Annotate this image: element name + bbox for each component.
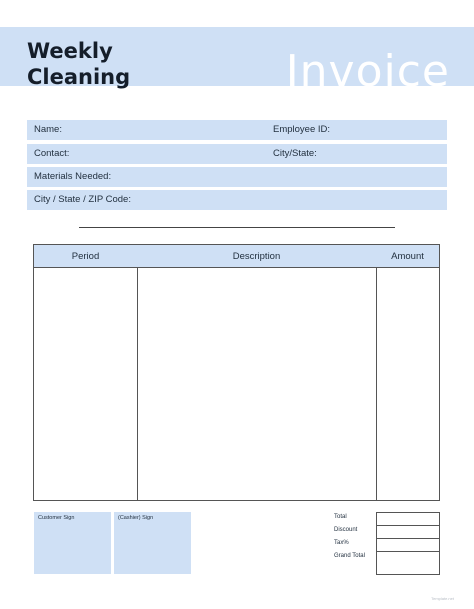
- tax-value-cell: [376, 538, 440, 551]
- column-header-amount: Amount: [391, 251, 424, 262]
- city-state-zip-label: City / State / ZIP Code:: [34, 194, 131, 205]
- invoice-heading: Invoice: [285, 46, 450, 86]
- info-row-address: [27, 190, 447, 210]
- column-divider: [376, 268, 377, 501]
- employee-id-label: Employee ID:: [273, 124, 331, 135]
- table-header-row: [34, 245, 439, 268]
- info-row-materials: [27, 167, 447, 187]
- customer-sign-label: Customer Sign: [38, 515, 75, 521]
- discount-value-cell: [376, 525, 440, 538]
- info-row-contact: [27, 144, 447, 164]
- cashier-sign-label: (Cashier) Sign: [118, 515, 154, 521]
- name-label: Name:: [34, 124, 62, 135]
- column-header-description: Description: [232, 251, 281, 262]
- materials-label: Materials Needed:: [34, 171, 112, 182]
- total-label: Total: [334, 514, 347, 520]
- title-line-2: Cleaning: [27, 65, 131, 89]
- tax-label: Tax%: [334, 540, 349, 546]
- discount-label: Discount: [334, 527, 358, 533]
- line-items-table: [33, 244, 440, 501]
- cashier-sign-box: [114, 512, 191, 574]
- grand-total-value-cell: [376, 551, 440, 575]
- info-row-name: [27, 120, 447, 140]
- column-header-period: Period: [71, 251, 100, 262]
- total-value-cell: [376, 512, 440, 525]
- customer-sign-box: [34, 512, 111, 574]
- grand-total-label: Grand Total: [334, 553, 365, 559]
- watermark-text: Template.net: [431, 596, 454, 601]
- title-line-1: Weekly: [27, 39, 113, 63]
- city-state-label: City/State:: [273, 148, 317, 159]
- document-title: [27, 38, 130, 90]
- contact-label: Contact:: [34, 148, 70, 159]
- section-divider: [79, 227, 395, 228]
- column-divider: [137, 268, 138, 501]
